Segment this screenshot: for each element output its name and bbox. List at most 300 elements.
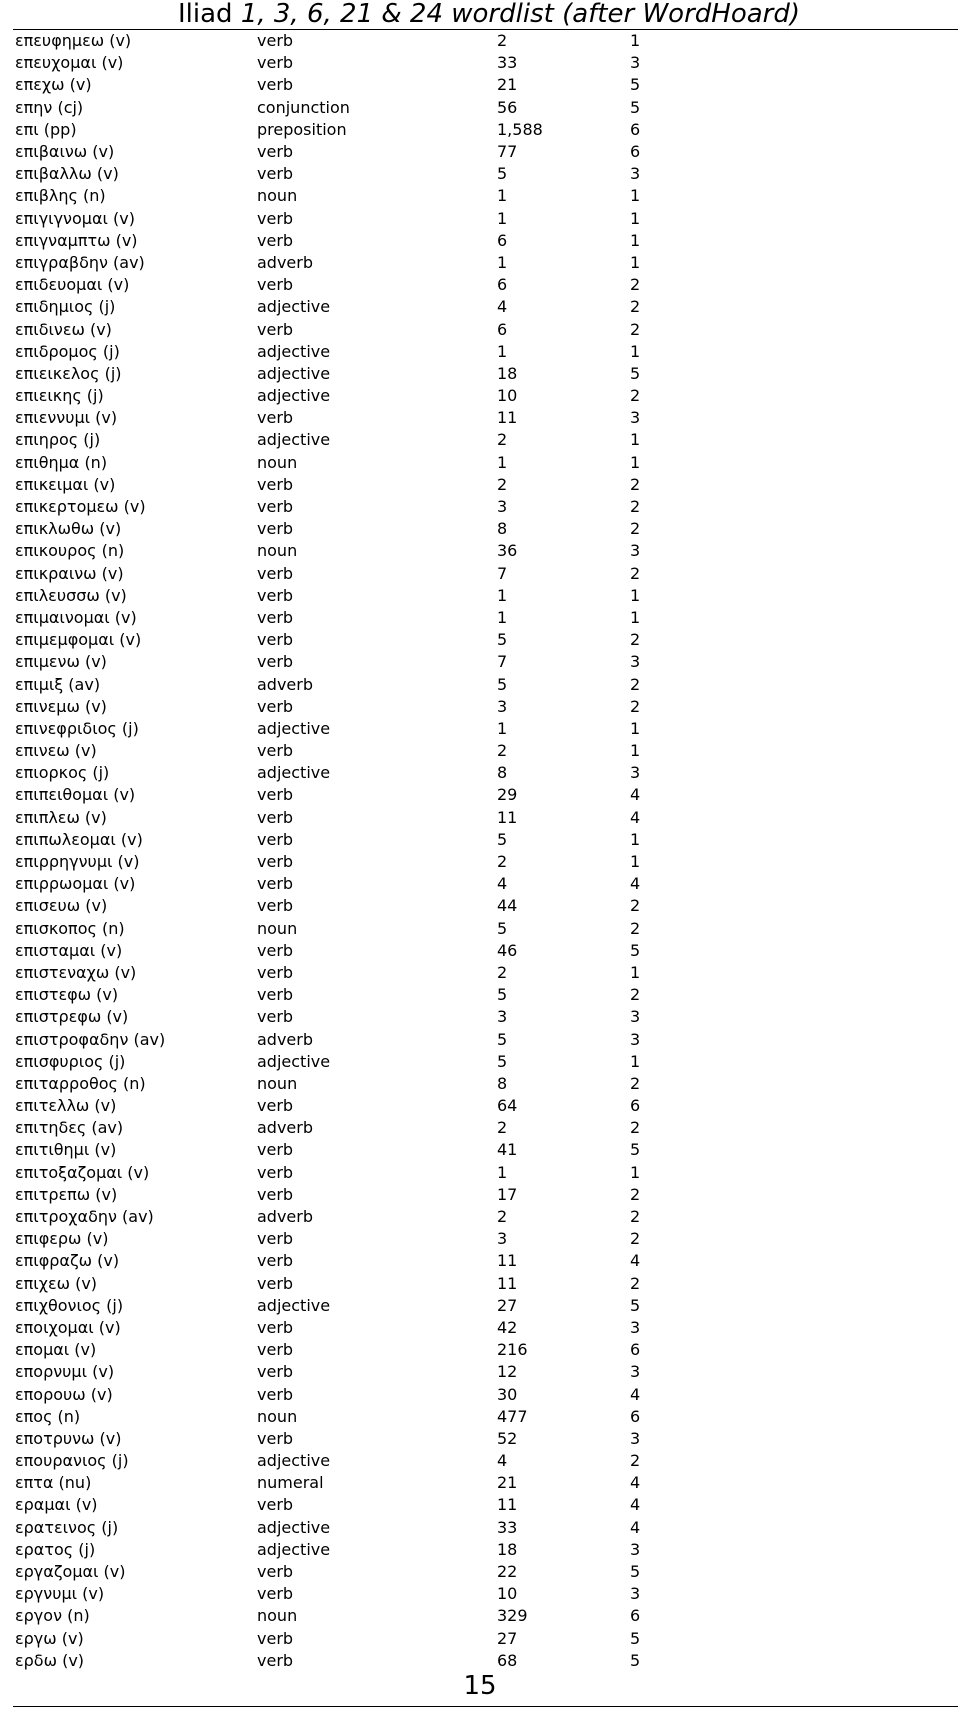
table-row [13,1162,690,1184]
pos-cell: verb [257,519,294,539]
word-cell: επιδημιος (j) [15,297,116,317]
books-cell: 1 [630,230,641,250]
frequency-cell: 22 [497,1562,518,1582]
pos-cell: verb [257,1273,294,1293]
books-cell: 1 [630,962,641,982]
frequency-cell: 329 [497,1606,528,1626]
table-row [13,518,690,540]
pos-cell: adjective [257,1451,331,1471]
frequency-cell: 6 [497,275,508,295]
frequency-cell: 1 [497,1162,508,1182]
title-italic: 1, 3, 6, 21 & 24 wordlist (after WordHoard) [240,0,800,29]
pos-cell: adjective [257,1051,331,1071]
books-cell: 1 [630,208,641,228]
books-cell: 3 [630,53,641,73]
table-row [13,1472,690,1494]
table-row [13,940,690,962]
table-row [13,1494,690,1516]
table-row [13,1117,690,1139]
pos-cell: verb [257,75,294,95]
word-cell: εργαζομαι (v) [15,1562,126,1582]
frequency-cell: 33 [497,1517,518,1537]
frequency-cell: 11 [497,1251,518,1271]
books-cell: 2 [630,1073,641,1093]
frequency-cell: 1 [497,252,508,272]
table-row [13,563,690,585]
books-cell: 2 [630,275,641,295]
pos-cell: verb [257,474,294,494]
books-cell: 5 [630,1650,641,1670]
books-cell: 6 [630,1606,641,1626]
books-cell: 2 [630,1229,641,1249]
word-cell: εργον (n) [15,1606,90,1626]
word-cell: επισφυριος (j) [15,1051,126,1071]
word-cell: επιπειθομαι (v) [15,785,136,805]
word-cell: ερδω (v) [15,1650,85,1670]
books-cell: 6 [630,1096,641,1116]
table-row [13,1051,690,1073]
frequency-cell: 1 [497,452,508,472]
pos-cell: verb [257,741,294,761]
frequency-cell: 5 [497,674,508,694]
pos-cell: verb [257,1562,294,1582]
word-cell: ερατεινος (j) [15,1517,119,1537]
page-title [0,0,960,28]
frequency-cell: 11 [497,1495,518,1515]
pos-cell: verb [257,607,294,627]
books-cell: 4 [630,807,641,827]
books-cell: 2 [630,1118,641,1138]
pos-cell: verb [257,1584,294,1604]
pos-cell: adjective [257,297,331,317]
books-cell: 3 [630,164,641,184]
pos-cell: verb [257,940,294,960]
books-cell: 3 [630,763,641,783]
word-cell: επος (n) [15,1406,81,1426]
frequency-cell: 10 [497,386,518,406]
table-row [13,895,690,917]
table-row [13,1273,690,1295]
books-cell: 5 [630,1140,641,1160]
table-row [13,30,690,52]
table-row [13,1450,690,1472]
pos-cell: noun [257,452,298,472]
frequency-cell: 18 [497,1539,518,1559]
books-cell: 1 [630,585,641,605]
word-cell: επιτελλω (v) [15,1096,117,1116]
table-row [13,274,690,296]
pos-cell: verb [257,1184,294,1204]
word-cell: επιτρεπω (v) [15,1184,118,1204]
pos-cell: verb [257,275,294,295]
pos-cell: verb [257,408,294,428]
table-row [13,718,690,740]
pos-cell: verb [257,985,294,1005]
books-cell: 6 [630,1340,641,1360]
pos-cell: verb [257,1428,294,1448]
table-row [13,762,690,784]
word-cell: επιμιξ (av) [15,674,101,694]
books-cell: 6 [630,1406,641,1426]
books-cell: 5 [630,1628,641,1648]
pos-cell: adverb [257,674,314,694]
books-cell: 3 [630,541,641,561]
books-cell: 1 [630,852,641,872]
frequency-cell: 3 [497,696,508,716]
frequency-cell: 12 [497,1362,518,1382]
word-cell: επιστεφω (v) [15,985,119,1005]
books-cell: 4 [630,1473,641,1493]
books-cell: 1 [630,829,641,849]
pos-cell: verb [257,1096,294,1116]
word-cell: επην (cj) [15,97,84,117]
bottom-rule [13,1706,958,1707]
books-cell: 1 [630,1051,641,1071]
pos-cell: numeral [257,1473,324,1493]
frequency-cell: 11 [497,1273,518,1293]
pos-cell: adjective [257,1539,331,1559]
pos-cell: verb [257,585,294,605]
table-row [13,1006,690,1028]
books-cell: 1 [630,741,641,761]
frequency-cell: 1 [497,186,508,206]
word-cell: επικειμαι (v) [15,474,116,494]
frequency-cell: 5 [497,918,508,938]
frequency-cell: 5 [497,985,508,1005]
books-cell: 5 [630,940,641,960]
books-cell: 3 [630,1539,641,1559]
pos-cell: verb [257,852,294,872]
pos-cell: verb [257,785,294,805]
books-cell: 3 [630,652,641,672]
books-cell: 3 [630,1362,641,1382]
pos-cell: verb [257,1650,294,1670]
pos-cell: verb [257,807,294,827]
pos-cell: verb [257,652,294,672]
frequency-cell: 11 [497,408,518,428]
books-cell: 4 [630,1384,641,1404]
frequency-cell: 8 [497,519,508,539]
word-cell: επιστεναχω (v) [15,962,137,982]
table-row [13,651,690,673]
frequency-cell: 2 [497,1207,508,1227]
table-row [13,696,690,718]
books-cell: 2 [630,1451,641,1471]
table-row [13,1095,690,1117]
books-cell: 2 [630,386,641,406]
pos-cell: adjective [257,718,331,738]
word-cell: επιπωλεομαι (v) [15,829,143,849]
table-row [13,829,690,851]
pos-cell: verb [257,230,294,250]
word-cell: επουρανιος (j) [15,1451,129,1471]
word-cell: επιδινεω (v) [15,319,112,339]
pos-cell: verb [257,630,294,650]
books-cell: 3 [630,1428,641,1448]
word-cell: επτα (nu) [15,1473,92,1493]
frequency-cell: 5 [497,1051,508,1071]
pos-cell: verb [257,829,294,849]
books-cell: 2 [630,696,641,716]
word-cell: επιβλης (n) [15,186,106,206]
frequency-cell: 477 [497,1406,528,1426]
table-row [13,429,690,451]
word-cell: επιχθονιος (j) [15,1295,124,1315]
frequency-cell: 8 [497,1073,508,1093]
books-cell: 2 [630,630,641,650]
table-row [13,629,690,651]
frequency-cell: 3 [497,497,508,517]
word-cell: επιδρομος (j) [15,341,120,361]
frequency-cell: 1 [497,208,508,228]
frequency-cell: 7 [497,563,508,583]
pos-cell: verb [257,31,294,51]
pos-cell: verb [257,1384,294,1404]
word-cell: επιμενω (v) [15,652,107,672]
frequency-cell: 6 [497,230,508,250]
word-cell: επικραινω (v) [15,563,124,583]
frequency-cell: 1 [497,718,508,738]
pos-cell: adverb [257,1118,314,1138]
table-row [13,1539,690,1561]
table-row [13,141,690,163]
table-row [13,208,690,230]
books-cell: 3 [630,408,641,428]
word-cell: επικλωθω (v) [15,519,122,539]
frequency-cell: 3 [497,1007,508,1027]
table-row [13,851,690,873]
pos-cell: verb [257,1251,294,1271]
table-row [13,407,690,429]
pos-cell: verb [257,696,294,716]
books-cell: 3 [630,1317,641,1337]
word-cell: επευφημεω (v) [15,31,132,51]
frequency-cell: 1 [497,607,508,627]
books-cell: 2 [630,319,641,339]
word-cell: επιτηδες (av) [15,1118,124,1138]
books-cell: 2 [630,674,641,694]
frequency-cell: 6 [497,319,508,339]
frequency-cell: 216 [497,1340,528,1360]
word-cell: εποιχομαι (v) [15,1317,121,1337]
word-cell: ερατος (j) [15,1539,96,1559]
pos-cell: verb [257,1140,294,1160]
frequency-cell: 10 [497,1584,518,1604]
table-row [13,1517,690,1539]
books-cell: 3 [630,1029,641,1049]
pos-cell: verb [257,164,294,184]
word-cell: επιπλεω (v) [15,807,107,827]
books-cell: 1 [630,341,641,361]
table-row [13,1073,690,1095]
books-cell: 2 [630,1207,641,1227]
books-cell: 4 [630,1495,641,1515]
pos-cell: verb [257,1317,294,1337]
word-cell: επικουρος (n) [15,541,125,561]
word-cell: επι (pp) [15,119,77,139]
books-cell: 1 [630,1162,641,1182]
table-row [13,1361,690,1383]
books-cell: 1 [630,31,641,51]
word-cell: επιταρροθος (n) [15,1073,146,1093]
frequency-cell: 52 [497,1428,518,1448]
frequency-cell: 56 [497,97,518,117]
word-cell: επινεφριδιος (j) [15,718,139,738]
frequency-cell: 4 [497,874,508,894]
frequency-cell: 21 [497,1473,518,1493]
word-cell: επιορκος (j) [15,763,110,783]
word-cell: επιβαλλω (v) [15,164,119,184]
table-row [13,1139,690,1161]
books-cell: 1 [630,607,641,627]
pos-cell: verb [257,896,294,916]
table-row [13,1339,690,1361]
pos-cell: noun [257,1406,298,1426]
word-cell: επιμαινομαι (v) [15,607,137,627]
pos-cell: adjective [257,430,331,450]
books-cell: 5 [630,75,641,95]
books-cell: 6 [630,142,641,162]
table-row [13,474,690,496]
frequency-cell: 3 [497,1229,508,1249]
pos-cell: adverb [257,252,314,272]
word-cell: επιγναμπτω (v) [15,230,138,250]
pos-cell: noun [257,1606,298,1626]
word-cell: επευχομαι (v) [15,53,124,73]
frequency-cell: 1,588 [497,119,543,139]
pos-cell: verb [257,53,294,73]
books-cell: 2 [630,985,641,1005]
frequency-cell: 2 [497,1118,508,1138]
frequency-cell: 42 [497,1317,518,1337]
books-cell: 5 [630,97,641,117]
books-cell: 1 [630,718,641,738]
table-row [13,1383,690,1405]
word-cell: επιφραζω (v) [15,1251,120,1271]
books-cell: 2 [630,896,641,916]
word-cell: επικερτομεω (v) [15,497,146,517]
table-row [13,1628,690,1650]
pos-cell: verb [257,962,294,982]
pos-cell: verb [257,874,294,894]
table-row [13,163,690,185]
frequency-cell: 29 [497,785,518,805]
frequency-cell: 44 [497,896,518,916]
frequency-cell: 2 [497,852,508,872]
pos-cell: verb [257,142,294,162]
table-row [13,1206,690,1228]
books-cell: 2 [630,563,641,583]
word-cell: επιστρεφω (v) [15,1007,129,1027]
frequency-cell: 7 [497,652,508,672]
frequency-cell: 1 [497,341,508,361]
frequency-cell: 2 [497,741,508,761]
pos-cell: adverb [257,1029,314,1049]
books-cell: 1 [630,452,641,472]
table-row [13,1317,690,1339]
frequency-cell: 4 [497,297,508,317]
books-cell: 2 [630,474,641,494]
frequency-cell: 18 [497,363,518,383]
books-cell: 2 [630,918,641,938]
word-cell: επιμεμφομαι (v) [15,630,142,650]
table-row [13,252,690,274]
word-cell: επορουω (v) [15,1384,113,1404]
table-row [13,962,690,984]
table-row [13,1250,690,1272]
pos-cell: verb [257,1162,294,1182]
pos-cell: adverb [257,1207,314,1227]
frequency-cell: 30 [497,1384,518,1404]
pos-cell: preposition [257,119,347,139]
books-cell: 6 [630,119,641,139]
table-row [13,1228,690,1250]
table-row [13,185,690,207]
word-cell: επιηρος (j) [15,430,101,450]
table-row [13,1406,690,1428]
frequency-cell: 5 [497,1029,508,1049]
frequency-cell: 4 [497,1451,508,1471]
pos-cell: verb [257,497,294,517]
pos-cell: noun [257,1073,298,1093]
word-cell: επιτιθημι (v) [15,1140,117,1160]
word-cell: επιτοξαζομαι (v) [15,1162,150,1182]
word-cell: εργνυμι (v) [15,1584,105,1604]
books-cell: 5 [630,1562,641,1582]
word-cell: επινεμω (v) [15,696,107,716]
table-row [13,119,690,141]
frequency-cell: 2 [497,31,508,51]
table-row [13,1295,690,1317]
frequency-cell: 2 [497,962,508,982]
word-cell: επιδευομαι (v) [15,275,130,295]
pos-cell: verb [257,1007,294,1027]
frequency-cell: 46 [497,940,518,960]
books-cell: 4 [630,785,641,805]
word-cell: επομαι (v) [15,1340,97,1360]
frequency-cell: 77 [497,142,518,162]
table-row [13,585,690,607]
word-cell: εποτρυνω (v) [15,1428,122,1448]
table-row [13,97,690,119]
frequency-cell: 27 [497,1628,518,1648]
table-row [13,540,690,562]
pos-cell: verb [257,1628,294,1648]
word-cell: επισευω (v) [15,896,108,916]
books-cell: 5 [630,1295,641,1315]
pos-cell: adjective [257,763,331,783]
word-cell: επιθημα (n) [15,452,108,472]
wordlist-body [13,30,690,1672]
pos-cell: verb [257,208,294,228]
word-cell: επεχω (v) [15,75,92,95]
books-cell: 2 [630,297,641,317]
frequency-cell: 27 [497,1295,518,1315]
word-cell: εραμαι (v) [15,1495,98,1515]
table-row [13,1650,690,1672]
pos-cell: verb [257,1362,294,1382]
books-cell: 1 [630,252,641,272]
pos-cell: verb [257,319,294,339]
books-cell: 1 [630,430,641,450]
word-cell: επιχεω (v) [15,1273,98,1293]
books-cell: 2 [630,519,641,539]
word-cell: επιστροφαδην (av) [15,1029,166,1049]
frequency-cell: 64 [497,1096,518,1116]
table-row [13,873,690,895]
books-cell: 2 [630,1184,641,1204]
table-row [13,784,690,806]
